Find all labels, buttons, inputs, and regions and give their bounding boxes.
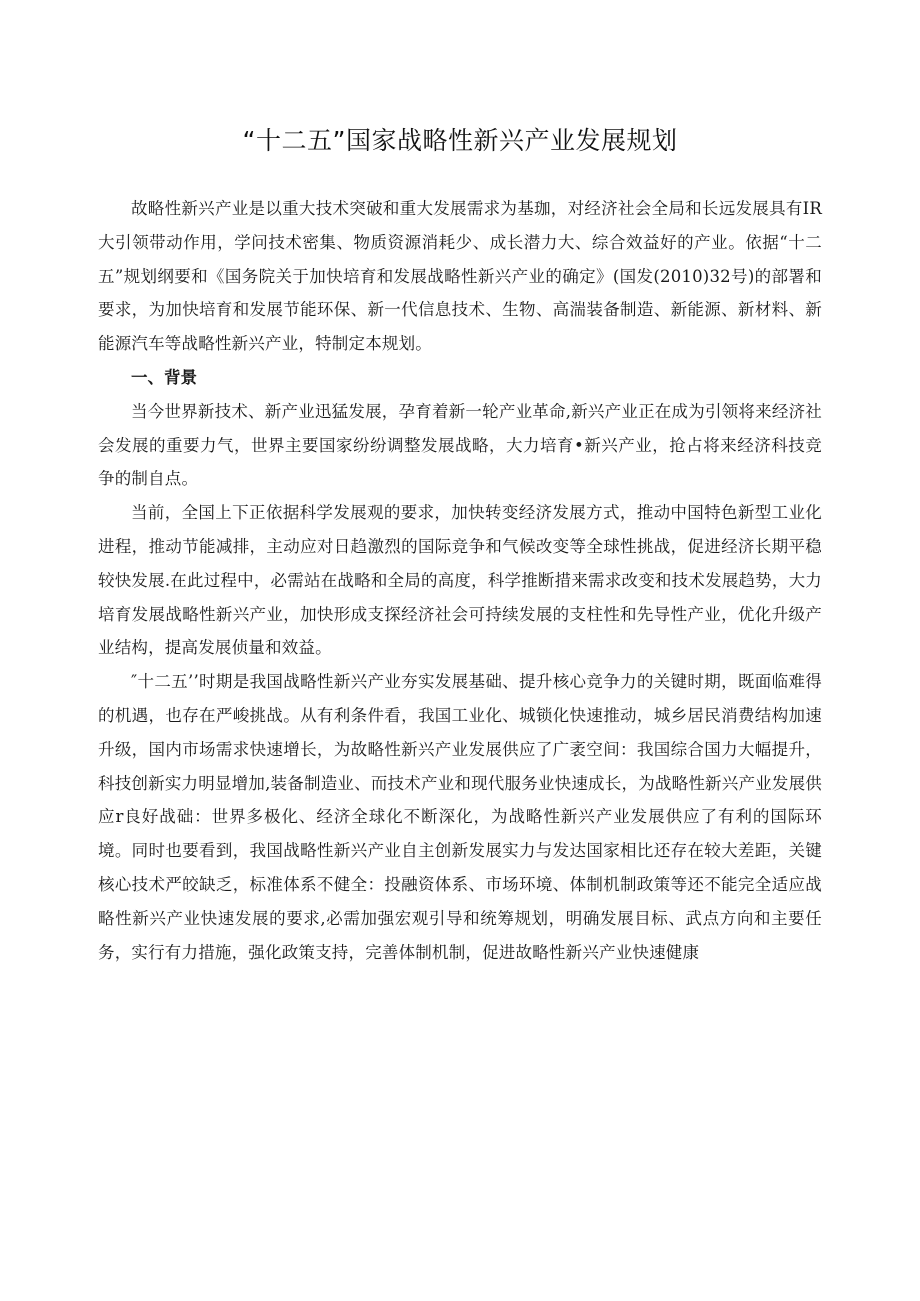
background-paragraph-2: 当前，全国上下正依据科学发展观的要求，加快转变经济发展方式，推动中国特色新型工业化进程，推动节能减排，主动应对日趋激烈的国际竞争和气候改变等全球性挑战，促进经济长期平稳较快发展.在此过程中，必需站在战略和全局的高度，科学推断措来需求改变和技术发展趋势，大力培育发展战略性新兴产业，加快形成支探经济社会可持续发展的支柱性和先导性产业，优化升级产业结构，提高发展侦量和效益。 xyxy=(98,503,822,658)
background-paragraph-3: ″十二五’’时期是我国战略性新兴产业夯实发展基础、提升核心竞争力的关键时期，既面临难得的机遇，也存在严峻挑战。从有利条件看，我国工业化、城锁化快速推动，城乡居民消费结构加速升级，国内市场需求快速增长，为故略性新兴产业发展供应了广袤空间：我国综合国力大幅提升，科技创新实力明显增加,装备制造业、而技术产业和现代服务业快速成长，为战略性新兴产业发展供应r良好战础：世界多极化、经济全球化不断深化，为战略性新兴产业发展供应了有利的国际环境。同时也要看到，我国战略性新兴产业自主创新发展实力与发达国家相比还存在较大差距，关键核心技术严皎缺乏，标准体系不健全：投融资体系、市场环境、体制机制政策等还不能完全适应战略性新兴产业快速发展的要求,必需加强宏观引导和统筹规划，明确发展目标、武点方向和主要任务，实行有力措施，强化政策支持，完善体制机制，促进故略性新兴产业快速健康 xyxy=(98,672,822,962)
section-heading-background: 一、背景 xyxy=(131,367,197,387)
background-paragraph-1: 当今世界新技术、新产业迅猛发展，孕育着新一轮产业革命,新兴产业正在成为引领将来经济社会发展的重要力气，世界主要国家纷纷调整发展战略，大力培育•新兴产业，抢占将来经济科技竞争的制自点。 xyxy=(98,401,822,489)
document-title: “十二五”国家战略性新兴产业发展规划 xyxy=(242,126,678,155)
document-body xyxy=(98,192,822,969)
intro-paragraph: 故略性新兴产业是以重大技术突破和重大发展需求为基珈，对经济社会全局和长远发展具有IR大引领带动作用，学问技术密集、物质资源消耗少、成长潜力大、综合效益好的产业。依据“十二五”规划纲要和《国务院关于加快培育和发展战略性新兴产业的确定》(国发(2010)32号)的部署和要求，为加快培育和发展节能环保、新一代信息技术、生物、高湍装备制造、新能源、新材料、新能源汽车等战略性新兴产业，特制定本规划。 xyxy=(98,199,822,354)
